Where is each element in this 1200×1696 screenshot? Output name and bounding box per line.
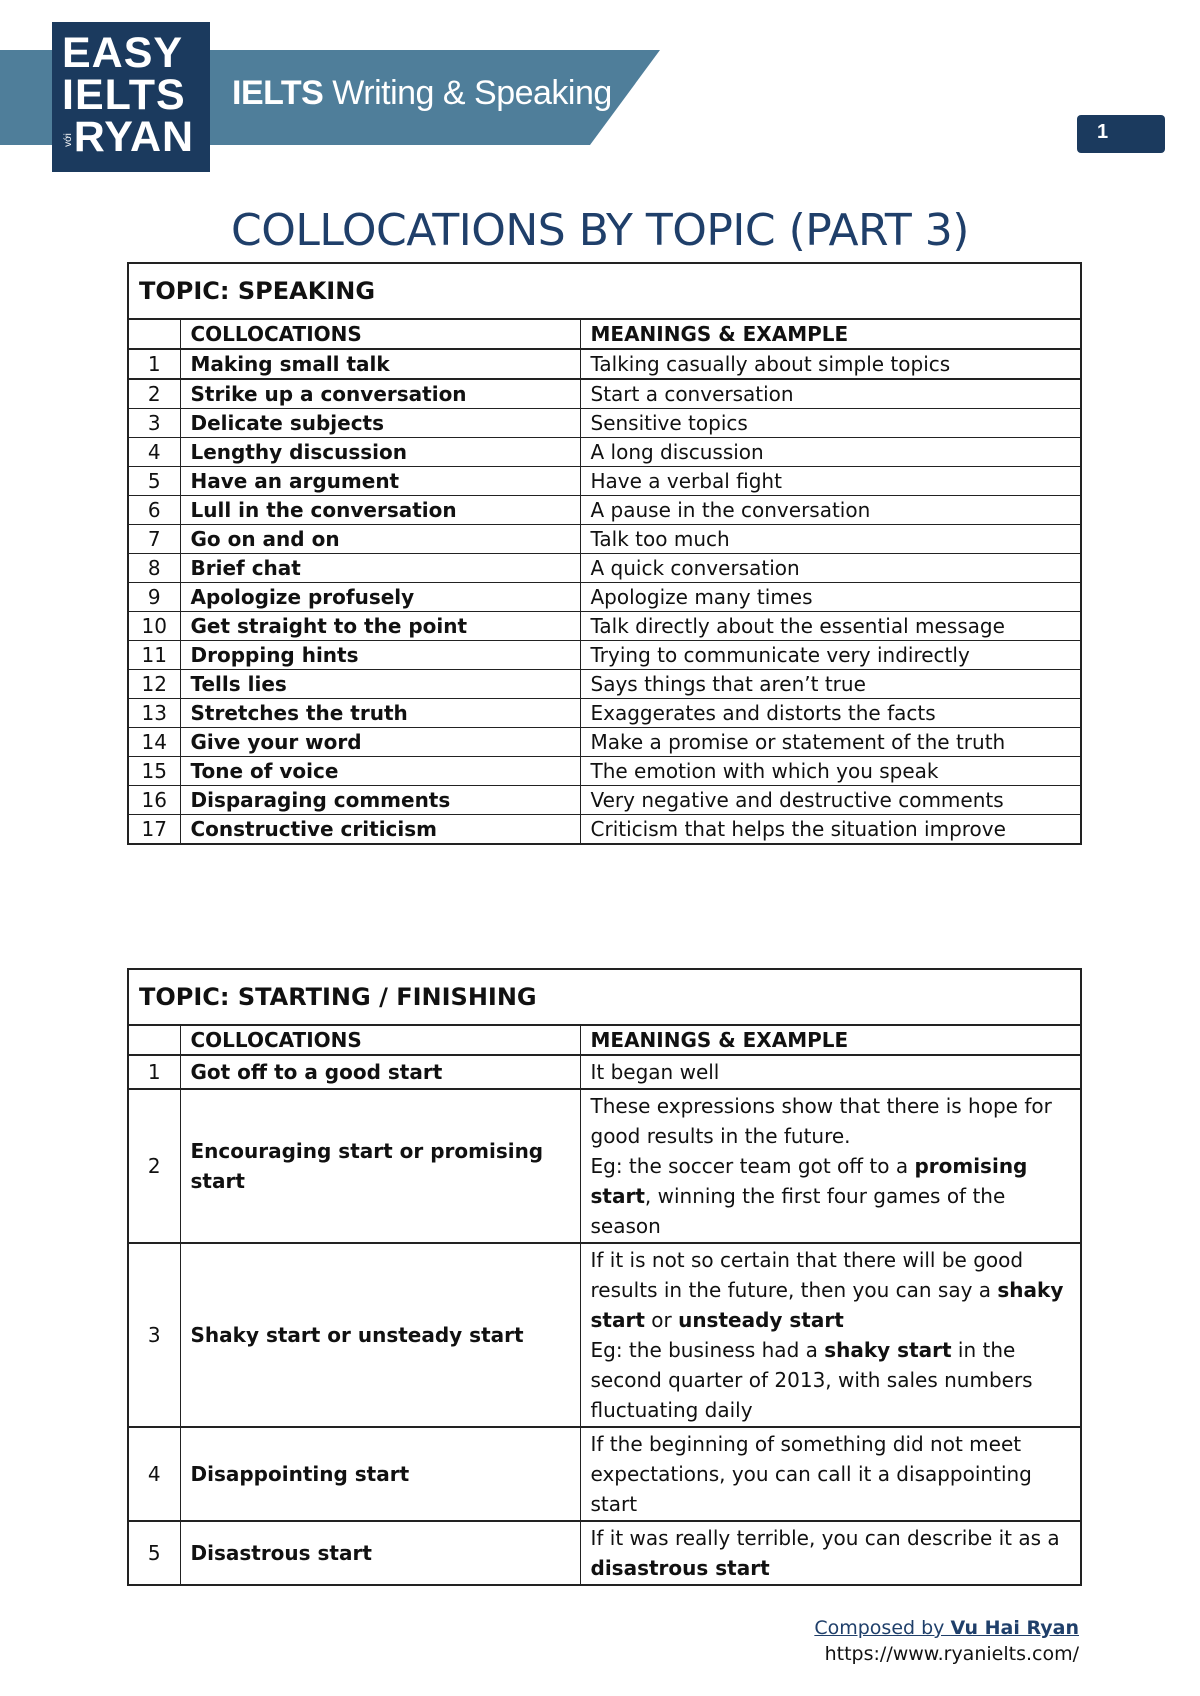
- row-number: 17: [128, 815, 180, 845]
- row-number: 9: [128, 583, 180, 612]
- footer-composed[interactable]: [814, 1617, 1079, 1639]
- row-collocation: Go on and on: [180, 525, 580, 554]
- row-meaning: [580, 1243, 1081, 1427]
- row-number: 4: [128, 438, 180, 467]
- topic-row: [128, 263, 1081, 319]
- table-row: [128, 438, 1081, 467]
- row-number: 1: [128, 1055, 180, 1089]
- row-number: 4: [128, 1427, 180, 1521]
- row-number: 7: [128, 525, 180, 554]
- row-collocation: Get straight to the point: [180, 612, 580, 641]
- row-number: 15: [128, 757, 180, 786]
- row-meaning: Talk too much: [580, 525, 1081, 554]
- row-meaning: Apologize many times: [580, 583, 1081, 612]
- row-collocation: Tells lies: [180, 670, 580, 699]
- row-collocation: Lull in the conversation: [180, 496, 580, 525]
- meaning-paragraph: [591, 1245, 1071, 1335]
- row-meaning: A long discussion: [580, 438, 1081, 467]
- column-header-number: [128, 319, 180, 349]
- row-meaning: [580, 1055, 1081, 1089]
- banner-title-strong: IELTS: [232, 74, 324, 112]
- logo-line-3-wrap: [62, 113, 202, 161]
- column-header-row: [128, 1025, 1081, 1055]
- topic-heading: TOPIC: SPEAKING: [128, 263, 1081, 319]
- table-row: [128, 728, 1081, 757]
- row-collocation: Making small talk: [180, 349, 580, 379]
- page-number-badge: 1: [1077, 115, 1165, 153]
- footer-url: https://www.ryanielts.com/: [824, 1643, 1079, 1665]
- row-meaning: Start a conversation: [580, 379, 1081, 409]
- row-number: 5: [128, 467, 180, 496]
- footer-author: Vu Hai Ryan: [950, 1617, 1079, 1639]
- table-row: [128, 1521, 1081, 1585]
- column-header-collocations: COLLOCATIONS: [180, 319, 580, 349]
- row-number: 8: [128, 554, 180, 583]
- row-number: 2: [128, 1089, 180, 1243]
- row-collocation: Shaky start or unsteady start: [180, 1243, 580, 1427]
- row-meaning: A quick conversation: [580, 554, 1081, 583]
- row-number: 3: [128, 409, 180, 438]
- row-number: 12: [128, 670, 180, 699]
- row-meaning: [580, 1521, 1081, 1585]
- meaning-highlight: disastrous start: [590, 1556, 770, 1580]
- meaning-text: , winning the first four games of the season: [590, 1184, 1006, 1238]
- table-row: [128, 786, 1081, 815]
- row-meaning: Sensitive topics: [580, 409, 1081, 438]
- row-meaning: Says things that aren’t true: [580, 670, 1081, 699]
- row-collocation: Apologize profusely: [180, 583, 580, 612]
- table-row: [128, 583, 1081, 612]
- column-header-row: [128, 319, 1081, 349]
- page-title: COLLOCATIONS BY TOPIC (PART 3): [231, 205, 969, 256]
- table-row: [128, 349, 1081, 379]
- row-number: 1: [128, 349, 180, 379]
- column-header-meanings: MEANINGS & EXAMPLE: [580, 1025, 1081, 1055]
- row-number: 10: [128, 612, 180, 641]
- row-meaning: Make a promise or statement of the truth: [580, 728, 1081, 757]
- row-meaning: The emotion with which you speak: [580, 757, 1081, 786]
- logo-line-3: RYAN: [73, 113, 195, 161]
- meaning-paragraph: [591, 1523, 1071, 1583]
- row-collocation: Disappointing start: [180, 1427, 580, 1521]
- meaning-paragraph: [591, 1335, 1071, 1425]
- topic-row: [128, 969, 1081, 1025]
- meaning-highlight: shaky start: [590, 1278, 1064, 1332]
- meaning-paragraph: [591, 1429, 1071, 1519]
- column-header-meanings: MEANINGS & EXAMPLE: [580, 319, 1081, 349]
- row-meaning: Talking casually about simple topics: [580, 349, 1081, 379]
- row-collocation: Disparaging comments: [180, 786, 580, 815]
- logo-line-1: EASY: [62, 29, 184, 77]
- header-banner: [0, 0, 1200, 190]
- meaning-text: It began well: [590, 1060, 720, 1084]
- row-meaning: Trying to communicate very indirectly: [580, 641, 1081, 670]
- meaning-highlight: shaky start: [824, 1338, 952, 1362]
- table-row: [128, 467, 1081, 496]
- row-collocation: Have an argument: [180, 467, 580, 496]
- row-meaning: Exaggerates and distorts the facts: [580, 699, 1081, 728]
- row-collocation: Constructive criticism: [180, 815, 580, 845]
- row-meaning: Very negative and destructive comments: [580, 786, 1081, 815]
- row-number: 2: [128, 379, 180, 409]
- table-row: [128, 554, 1081, 583]
- table-row: [128, 612, 1081, 641]
- topic-table-starting-finishing: [127, 968, 1082, 1586]
- meaning-text: or: [644, 1308, 679, 1332]
- meaning-highlight: unsteady start: [678, 1308, 844, 1332]
- meaning-paragraph: [591, 1091, 1071, 1151]
- table-row: [128, 699, 1081, 728]
- row-number: 14: [128, 728, 180, 757]
- row-collocation: Give your word: [180, 728, 580, 757]
- row-collocation: Encouraging start or promising start: [180, 1089, 580, 1243]
- logo-line-2: IELTS: [62, 71, 186, 119]
- logo-small-text: với: [62, 132, 74, 147]
- topic-table-speaking: [127, 262, 1082, 845]
- meaning-text: These expressions show that there is hope for good results in the future.: [590, 1094, 1052, 1148]
- row-number: 6: [128, 496, 180, 525]
- table-row: [128, 525, 1081, 554]
- meaning-text: If the beginning of something did not meet expectations, you can call it a disappointing start: [590, 1432, 1032, 1516]
- table-row: [128, 1427, 1081, 1521]
- table-row: [128, 815, 1081, 845]
- row-collocation: Tone of voice: [180, 757, 580, 786]
- meaning-text: If it was really terrible, you can describe it as a: [590, 1526, 1060, 1550]
- meaning-paragraph: [591, 1057, 1071, 1087]
- row-collocation: Delicate subjects: [180, 409, 580, 438]
- topic-heading: TOPIC: STARTING / FINISHING: [128, 969, 1081, 1025]
- row-meaning: [580, 1427, 1081, 1521]
- table-row: [128, 496, 1081, 525]
- row-number: 16: [128, 786, 180, 815]
- table-row: [128, 1055, 1081, 1089]
- row-meaning: Have a verbal fight: [580, 467, 1081, 496]
- row-number: 13: [128, 699, 180, 728]
- row-collocation: Lengthy discussion: [180, 438, 580, 467]
- meaning-text: in the second quarter of 2013, with sales numbers fluctuating daily: [590, 1338, 1033, 1422]
- table-row: [128, 670, 1081, 699]
- column-header-collocations: COLLOCATIONS: [180, 1025, 580, 1055]
- row-collocation: Stretches the truth: [180, 699, 580, 728]
- banner-title-rest: Writing & Speaking: [323, 74, 612, 112]
- row-meaning: Talk directly about the essential message: [580, 612, 1081, 641]
- row-number: 5: [128, 1521, 180, 1585]
- row-number: 11: [128, 641, 180, 670]
- row-collocation: Strike up a conversation: [180, 379, 580, 409]
- meaning-text: Eg: the business had a: [590, 1338, 825, 1362]
- table-row: [128, 757, 1081, 786]
- row-collocation: Brief chat: [180, 554, 580, 583]
- row-collocation: Got off to a good start: [180, 1055, 580, 1089]
- row-meaning: [580, 1089, 1081, 1243]
- row-collocation: Disastrous start: [180, 1521, 580, 1585]
- column-header-number: [128, 1025, 180, 1055]
- row-meaning: A pause in the conversation: [580, 496, 1081, 525]
- banner-title: [232, 74, 612, 113]
- table-row: [128, 1243, 1081, 1427]
- meaning-text: If it is not so certain that there will be good results in the future, then you can say a: [590, 1248, 1024, 1302]
- footer-composed-prefix: Composed by: [814, 1617, 951, 1639]
- table-row: [128, 1089, 1081, 1243]
- brand-logo: [52, 22, 210, 172]
- row-collocation: Dropping hints: [180, 641, 580, 670]
- row-number: 3: [128, 1243, 180, 1427]
- row-meaning: Criticism that helps the situation improve: [580, 815, 1081, 845]
- meaning-highlight: promising start: [590, 1154, 1028, 1208]
- table-row: [128, 409, 1081, 438]
- table-row: [128, 379, 1081, 409]
- meaning-text: Eg: the soccer team got off to a: [590, 1154, 915, 1178]
- table-row: [128, 641, 1081, 670]
- footer: [814, 1617, 1079, 1665]
- meaning-paragraph: [591, 1151, 1071, 1241]
